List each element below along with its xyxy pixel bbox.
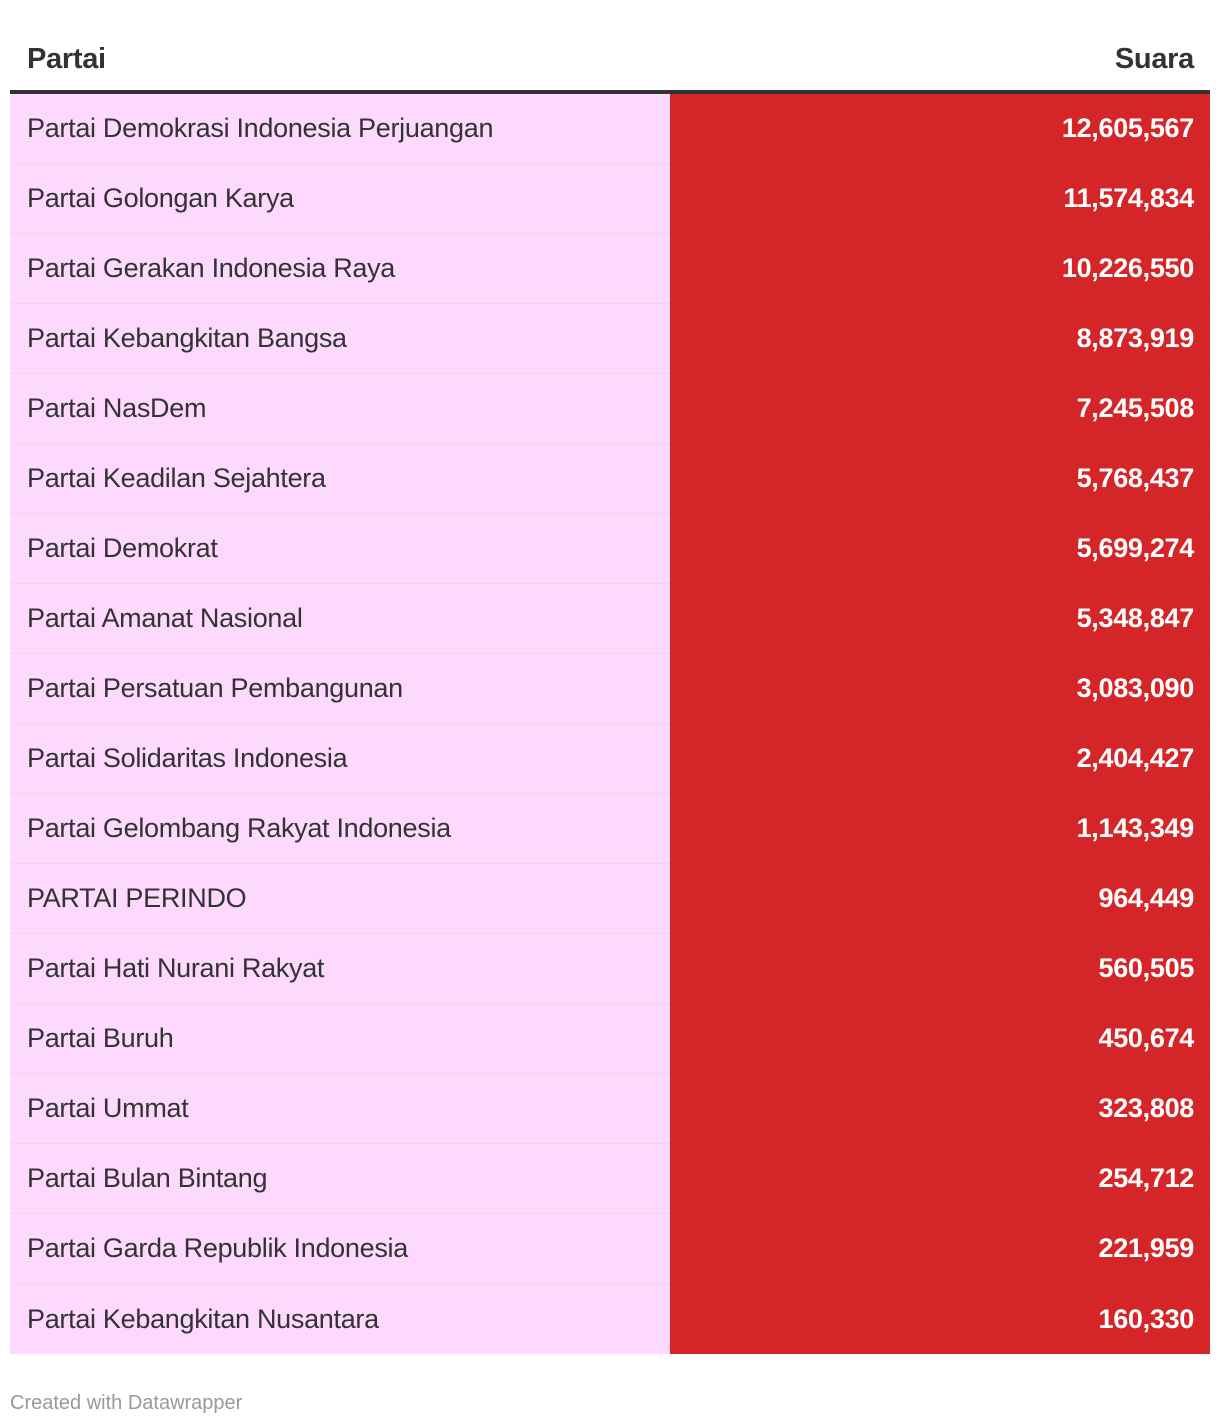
table-row xyxy=(10,304,1210,374)
datawrapper-credit[interactable]: Created with Datawrapper xyxy=(10,1392,243,1414)
votes-value-cell: 964,449 xyxy=(670,864,1210,934)
party-name-cell: Partai Garda Republik Indonesia xyxy=(10,1214,670,1284)
party-name-cell: Partai Demokrat xyxy=(10,514,670,584)
table-row xyxy=(10,934,1210,1004)
votes-value-cell: 11,574,834 xyxy=(670,164,1210,234)
table-row xyxy=(10,1074,1210,1144)
party-name-cell: PARTAI PERINDO xyxy=(10,864,670,934)
votes-value-cell: 10,226,550 xyxy=(670,234,1210,304)
party-name-cell: Partai Keadilan Sejahtera xyxy=(10,444,670,514)
votes-value-cell: 2,404,427 xyxy=(670,724,1210,794)
votes-value-cell: 5,348,847 xyxy=(670,584,1210,654)
party-name-cell: Partai Gerakan Indonesia Raya xyxy=(10,234,670,304)
party-name-cell: Partai Amanat Nasional xyxy=(10,584,670,654)
table-row xyxy=(10,164,1210,234)
table-row xyxy=(10,724,1210,794)
table-row xyxy=(10,444,1210,514)
party-name-cell: Partai Kebangkitan Nusantara xyxy=(10,1284,670,1354)
party-name-cell: Partai Solidaritas Indonesia xyxy=(10,724,670,794)
table-row xyxy=(10,514,1210,584)
party-name-cell: Partai NasDem xyxy=(10,374,670,444)
column-header-votes[interactable]: Suara xyxy=(1114,42,1194,75)
votes-value-cell: 5,768,437 xyxy=(670,444,1210,514)
party-name-cell: Partai Kebangkitan Bangsa xyxy=(10,304,670,374)
party-name-cell: Partai Golongan Karya xyxy=(10,164,670,234)
party-name-cell: Partai Gelombang Rakyat Indonesia xyxy=(10,794,670,864)
votes-value-cell: 5,699,274 xyxy=(670,514,1210,584)
votes-value-cell: 8,873,919 xyxy=(670,304,1210,374)
table-row xyxy=(10,1214,1210,1284)
table-row xyxy=(10,94,1210,164)
party-name-cell: Partai Bulan Bintang xyxy=(10,1144,670,1214)
table-row xyxy=(10,374,1210,444)
party-name-cell: Partai Ummat xyxy=(10,1074,670,1144)
votes-value-cell: 3,083,090 xyxy=(670,654,1210,724)
party-name-cell: Partai Buruh xyxy=(10,1004,670,1074)
votes-value-cell: 254,712 xyxy=(670,1144,1210,1214)
table-row xyxy=(10,794,1210,864)
table-header xyxy=(10,28,1210,94)
column-header-party[interactable]: Partai xyxy=(27,42,106,75)
votes-value-cell: 160,330 xyxy=(670,1284,1210,1354)
party-name-cell: Partai Demokrasi Indonesia Perjuangan xyxy=(10,94,670,164)
table-row xyxy=(10,584,1210,654)
table-body xyxy=(10,94,1210,1354)
votes-value-cell: 323,808 xyxy=(670,1074,1210,1144)
votes-value-cell: 7,245,508 xyxy=(670,374,1210,444)
votes-value-cell: 1,143,349 xyxy=(670,794,1210,864)
votes-value-cell: 560,505 xyxy=(670,934,1210,1004)
table-row xyxy=(10,1004,1210,1074)
votes-value-cell: 221,959 xyxy=(670,1214,1210,1284)
table-row xyxy=(10,234,1210,304)
table-row xyxy=(10,1284,1210,1354)
votes-value-cell: 450,674 xyxy=(670,1004,1210,1074)
results-table xyxy=(10,28,1210,1354)
table-row xyxy=(10,1144,1210,1214)
votes-value-cell: 12,605,567 xyxy=(670,94,1210,164)
table-row xyxy=(10,654,1210,724)
party-name-cell: Partai Hati Nurani Rakyat xyxy=(10,934,670,1004)
table-row xyxy=(10,864,1210,934)
party-name-cell: Partai Persatuan Pembangunan xyxy=(10,654,670,724)
